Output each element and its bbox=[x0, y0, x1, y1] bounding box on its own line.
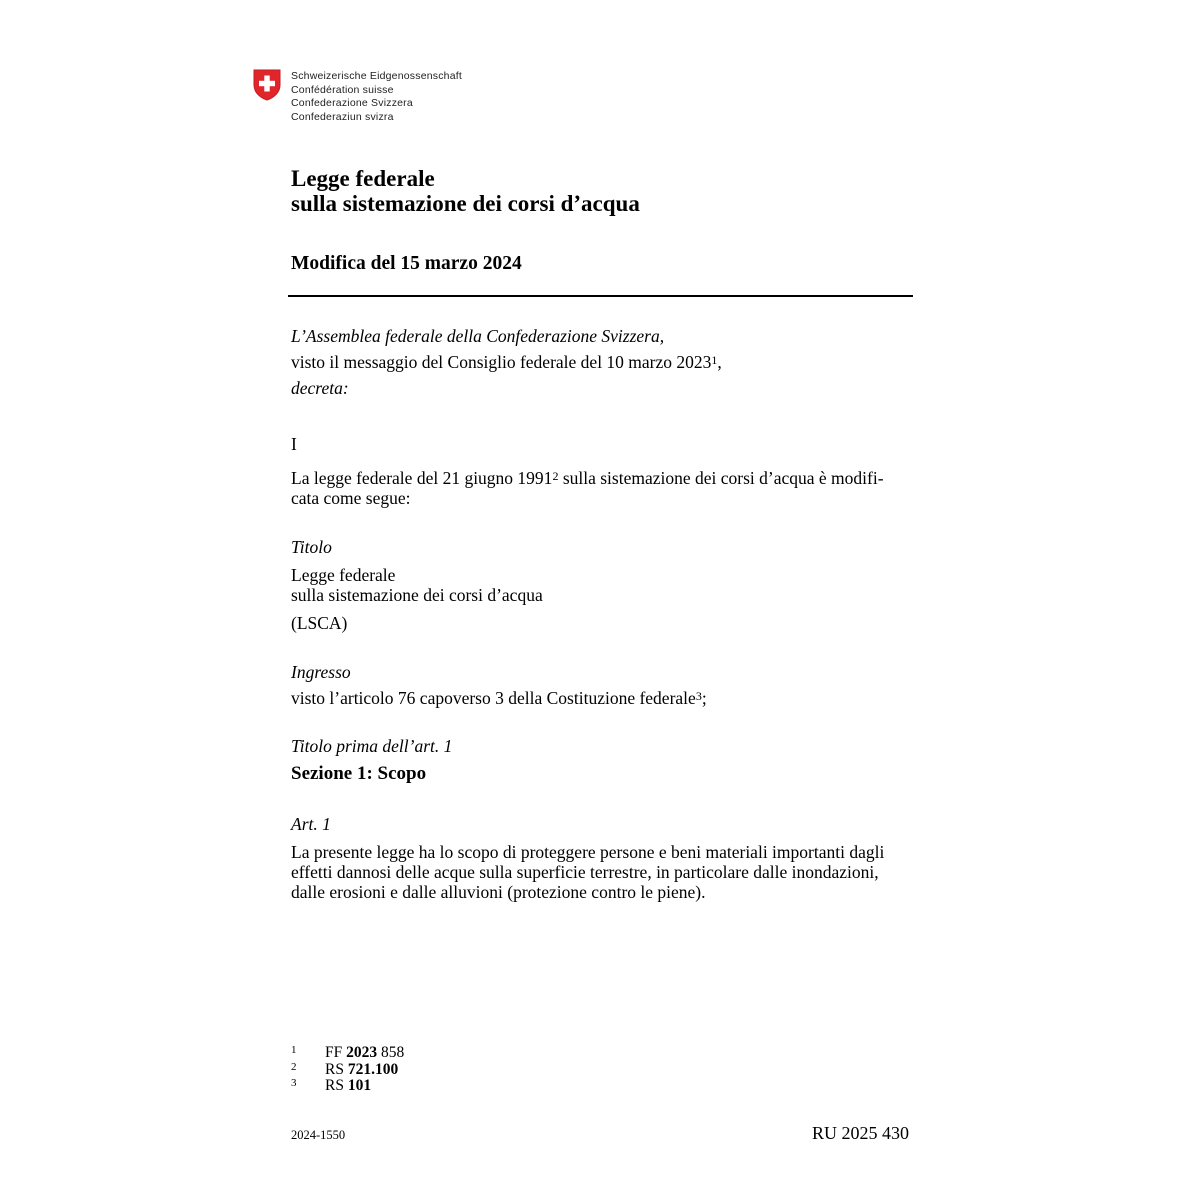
footnote-text bbox=[325, 1062, 398, 1079]
agency-name-de: Schweizerische Eidgenossenschaft bbox=[291, 70, 462, 82]
footnote-text bbox=[325, 1045, 404, 1062]
footnote-prefix: FF bbox=[325, 1044, 347, 1061]
swiss-coat-of-arms-icon bbox=[253, 69, 281, 101]
footnote-ref-2[interactable]: 2 bbox=[552, 469, 559, 483]
footnote-bold: 721.100 bbox=[347, 1060, 399, 1078]
article-text-line-2: effetti dannosi delle acque sulla superficie terrestre, in particolare dalle inondazioni, bbox=[291, 862, 879, 882]
footnote-number: 3 bbox=[291, 1077, 297, 1089]
title-line-1: Legge federale bbox=[291, 166, 435, 191]
footnote-prefix: RS bbox=[325, 1060, 348, 1078]
article-text-line-1: La presente legge ha lo scopo di proteggere persone e beni materiali importanti dagli bbox=[291, 842, 885, 862]
law-title-line-2: sulla sistemazione dei corsi d’acqua bbox=[291, 585, 543, 605]
article-label: Art. 1 bbox=[291, 814, 331, 834]
section-heading: Sezione 1: Scopo bbox=[291, 763, 427, 784]
amendment-intro-text-a: La legge federale del 21 giugno 1991 bbox=[291, 468, 553, 488]
agency-name-it: Confederazione Svizzera bbox=[291, 97, 413, 110]
document-subtitle: Modifica del 15 marzo 2024 bbox=[291, 253, 522, 274]
footnote-prefix: RS bbox=[325, 1077, 348, 1094]
ru-reference: RU 2025 430 bbox=[811, 1123, 909, 1143]
section-numeral: I bbox=[291, 434, 297, 454]
amendment-intro-text-b: sulla sistemazione dei corsi d’acqua è modifi- bbox=[558, 468, 884, 488]
footnote-text bbox=[325, 1078, 371, 1095]
preamble-basis-text: visto il messaggio del Consiglio federale del 10 marzo 2023 bbox=[291, 352, 712, 372]
amendment-intro-line-2: cata come segue: bbox=[291, 488, 411, 508]
footnote-number: 1 bbox=[291, 1044, 297, 1056]
footnote-bold: 101 bbox=[347, 1077, 372, 1094]
footnote-number: 2 bbox=[291, 1060, 297, 1073]
preamble-basis-end: , bbox=[717, 352, 722, 372]
titolo-prima-label: Titolo prima dell’art. 1 bbox=[291, 736, 453, 756]
agency-name-fr: Confédération suisse bbox=[291, 83, 394, 96]
preamble-issuer: L’Assemblea federale della Confederazione Svizzera, bbox=[291, 326, 665, 346]
ingresso-text bbox=[291, 688, 707, 708]
article-text bbox=[291, 842, 884, 902]
footnote-ref-1[interactable]: 1 bbox=[711, 353, 718, 367]
law-abbreviation: (LSCA) bbox=[291, 613, 348, 633]
titolo-label: Titolo bbox=[291, 537, 332, 557]
agency-name bbox=[291, 70, 462, 124]
document-number: 2024-1550 bbox=[291, 1128, 346, 1142]
amendment-intro-line-1 bbox=[291, 468, 913, 488]
footnote-ref-3[interactable]: 3 bbox=[695, 689, 702, 703]
preamble-basis bbox=[291, 352, 722, 372]
ingresso-label: Ingresso bbox=[291, 662, 351, 682]
title-line-2: sulla sistemazione dei corsi d’acqua bbox=[291, 191, 640, 216]
ingresso-text-main: visto l’articolo 76 capoverso 3 della Costituzione federale bbox=[291, 688, 696, 708]
title-divider bbox=[288, 295, 913, 297]
preamble-decree: decreta: bbox=[291, 378, 349, 398]
law-title bbox=[291, 565, 543, 605]
amendment-intro bbox=[291, 468, 913, 508]
article-text-line-3: dalle erosioni e dalle alluvioni (protezione contro le piene). bbox=[291, 882, 706, 902]
footnote-suffix: 858 bbox=[377, 1044, 405, 1061]
document-title bbox=[291, 166, 640, 216]
ingresso-text-end: ; bbox=[701, 688, 707, 708]
footnote-bold: 2023 bbox=[346, 1044, 378, 1061]
agency-name-rm: Confederaziun svizra bbox=[291, 110, 394, 123]
law-title-line-1: Legge federale bbox=[291, 565, 396, 585]
